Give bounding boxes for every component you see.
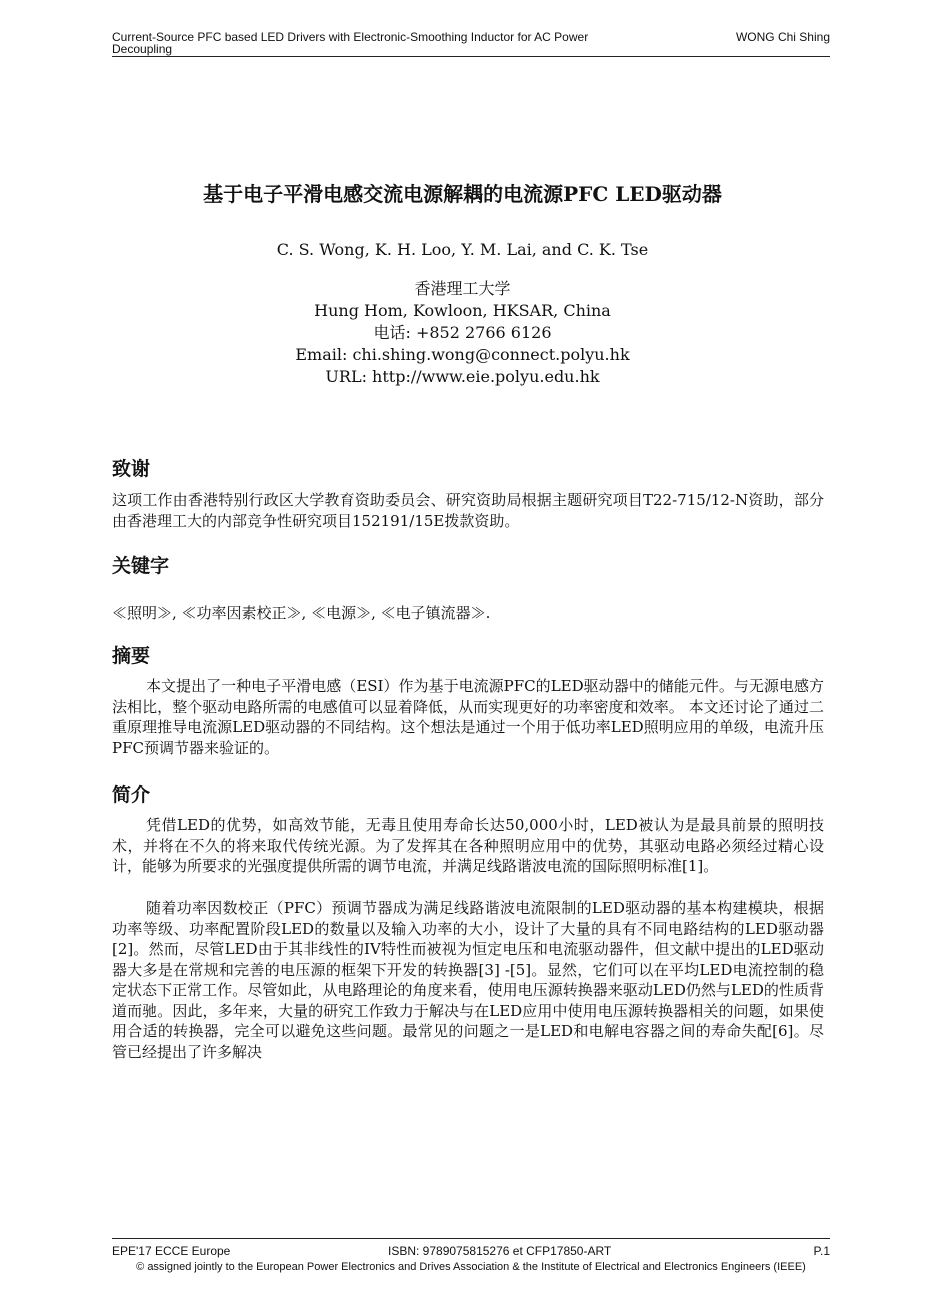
copyright-notice: © assigned jointly to the European Power Electronics and Drives Association & the Institute of Electrical and Electronics Engineers (IEEE) <box>136 1261 806 1273</box>
affiliation-block <box>0 278 925 388</box>
acknowledgement-heading: 致谢 <box>112 458 151 480</box>
running-footer <box>112 1238 830 1259</box>
footer-conference: EPE'17 ECCE Europe <box>112 1244 231 1258</box>
acknowledgement-text: 这项工作由香港特别行政区大学教育资助委员会、研究资助局根据主题研究项目T22-715/12-N资助，部分由香港理工大的内部竞争性研究项目152191/15E拨款资助。 <box>112 491 824 530</box>
email: Email: chi.shing.wong@connect.polyu.hk <box>295 345 630 364</box>
institution: 香港理工大学 <box>414 279 511 298</box>
page-number: P.1 <box>813 1244 830 1258</box>
keywords-text: ≪照明≫, ≪功率因素校正≫, ≪电源≫, ≪电子镇流器≫. <box>112 604 491 622</box>
abstract-heading: 摘要 <box>112 645 151 667</box>
header-author: WONG Chi Shing <box>735 30 830 44</box>
header-paper-title: Current-Source PFC based LED Drivers with Electronic-Smoothing Inductor for AC Power Decoupling <box>112 30 589 56</box>
abstract-text: 本文提出了一种电子平滑电感（ESI）作为基于电流源PFC的LED驱动器中的储能元件。与无源电感方法相比，整个驱动电路所需的电感值可以显着降低，从而实现更好的功率密度和效率。 本文还讨论了通过二重原理推导电流源LED驱动器的不同结构。这个想法是通过一个用于低功率LED照明应用的单级，电流升压PFC预调节器来验证的。 <box>112 677 824 757</box>
phone: 电话: +852 2766 6126 <box>373 323 552 342</box>
introduction-paragraph-2: 随着功率因数校正（PFC）预调节器成为满足线路谐波电流限制的LED驱动器的基本构建模块，根据功率等级、功率配置阶段LED的数量以及输入功率的大小，设计了大量的具有不同电路结构的LED驱动器[2]。然而，尽管LED由于其非线性的IV特性而被视为恒定电压和电流驱动器件，但文献中提出的LED驱动器大多是在常规和完善的电压源的框架下开发的转换器[3] -[5]。显然，它们可以在平均LED电流控制的稳定状态下正常工作。尽管如此，从电路理论的角度来看，使用电压源转换器来驱动LED仍然与LED的性质背道而驰。因此，多年来，大量的研究工作致力于解决与在LED应用中使用电压源转换器相关的问题，如果使用合适的转换器，完全可以避免这些问题。最常见的问题之一是LED和电解电容器之间的寿命失配[6]。尽管已经提出了许多解决 <box>112 899 824 1061</box>
footer-isbn: ISBN: 9789075815276 et CFP17850-ART <box>388 1244 612 1258</box>
keywords-heading: 关键字 <box>112 555 170 577</box>
address: Hung Hom, Kowloon, HKSAR, China <box>314 301 611 320</box>
introduction-paragraph-1: 凭借LED的优势，如高效节能，无毒且使用寿命长达50,000小时，LED被认为是最具前景的照明技术，并将在不久的将来取代传统光源。为了发挥其在各种照明应用中的优势，其驱动电路必须经过精心设计，能够为所要求的光强度提供所需的调节电流，并满足线路谐波电流的国际照明标准[1]。 <box>112 816 824 875</box>
author-list: C. S. Wong, K. H. Loo, Y. M. Lai, and C. K. Tse <box>276 240 649 259</box>
introduction-heading: 简介 <box>112 784 151 806</box>
running-header <box>112 31 830 57</box>
paper-title: 基于电子平滑电感交流电源解耦的电流源PFC LED驱动器 <box>203 182 722 206</box>
url: URL: http://www.eie.polyu.edu.hk <box>325 367 600 386</box>
